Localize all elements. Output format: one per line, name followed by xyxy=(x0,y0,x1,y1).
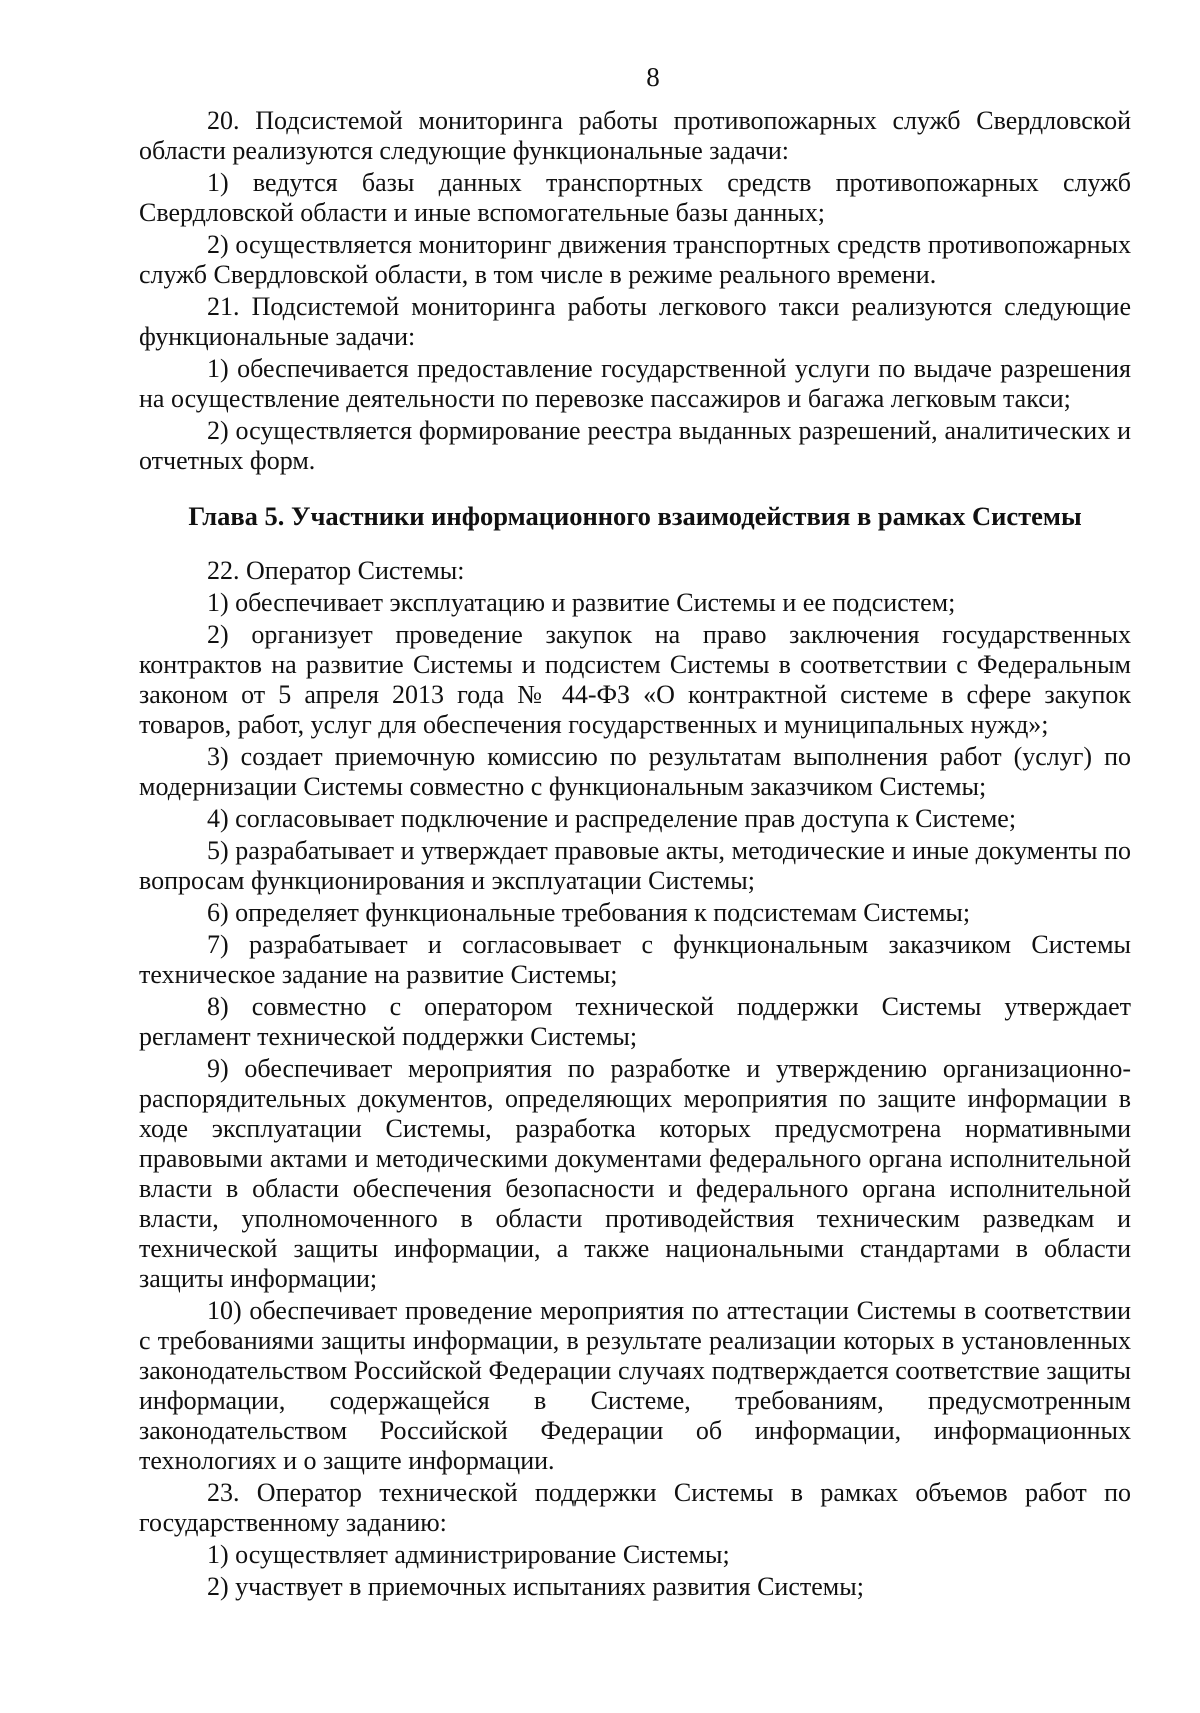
chapter-heading: Глава 5. Участники информационного взаимодействия в рамках Системы xyxy=(188,501,1082,531)
paragraph-22-item-4: 4) согласовывает подключение и распределение прав доступа к Системе; xyxy=(207,804,1017,833)
paragraph-22-item-10: 10) обеспечивает проведение мероприятия по аттестации Системы в соответствии с требованиями защиты информации, в результате реализации которых в установленных законодательством Российской Федерации случаях подтверждается соответствие защиты информации, содержащейся в Системе, требованиям, предусмотренным законодательством Российской Федерации об информации, информационных технологиях и о защите информации. xyxy=(139,1296,1131,1475)
section-before-heading xyxy=(139,106,1131,476)
paragraph-22-item-3: 3) создает приемочную комиссию по результатам выполнения работ (услуг) по модернизации Системы совместно с функциональным заказчиком Системы; xyxy=(139,742,1131,801)
section-after-heading xyxy=(139,556,1131,1602)
paragraph-20: 20. Подсистемой мониторинга работы противопожарных служб Свердловской области реализуются следующие функциональные задачи: xyxy=(139,106,1131,165)
paragraph-22-item-7: 7) разрабатывает и согласовывает с функциональным заказчиком Системы техническое задание на развитие Системы; xyxy=(139,930,1131,989)
document-page xyxy=(139,60,1131,1604)
paragraph-22-item-6: 6) определяет функциональные требования к подсистемам Системы; xyxy=(207,898,971,927)
paragraph-23-item-2: 2) участвует в приемочных испытаниях развития Системы; xyxy=(207,1572,864,1601)
paragraph-21-item-1: 1) обеспечивается предоставление государственной услуги по выдаче разрешения на осуществление деятельности по перевозке пассажиров и багажа легковым такси; xyxy=(139,354,1131,413)
page-number: 8 xyxy=(646,62,660,92)
paragraph-23: 23. Оператор технической поддержки Системы в рамках объемов работ по государственному заданию: xyxy=(139,1478,1131,1537)
paragraph-22-item-5: 5) разрабатывает и утверждает правовые акты, методические и иные документы по вопросам функционирования и эксплуатации Системы; xyxy=(139,836,1131,895)
paragraph-22-item-9: 9) обеспечивает мероприятия по разработке и утверждению организационно-распорядительных документов, определяющих мероприятия по защите информации в ходе эксплуатации Системы, разработка которых предусмотрена нормативными правовыми актами и методическими документами федерального органа исполнительной власти в области обеспечения безопасности и федерального органа исполнительной власти, уполномоченного в области противодействия техническим разведкам и технической защиты информации, а также национальными стандартами в области защиты информации; xyxy=(139,1054,1131,1293)
paragraph-22: 22. Оператор Системы: xyxy=(207,556,465,585)
paragraph-22-item-8: 8) совместно с оператором технической поддержки Системы утверждает регламент технической поддержки Системы; xyxy=(139,992,1131,1051)
paragraph-20-item-1: 1) ведутся базы данных транспортных средств противопожарных служб Свердловской области и иные вспомогательные базы данных; xyxy=(139,168,1131,227)
paragraph-21: 21. Подсистемой мониторинга работы легкового такси реализуются следующие функциональные задачи: xyxy=(139,292,1131,351)
paragraph-20-item-2: 2) осуществляется мониторинг движения транспортных средств противопожарных служб Свердловской области, в том числе в режиме реального времени. xyxy=(139,230,1131,289)
paragraph-23-item-1: 1) осуществляет администрирование Системы; xyxy=(207,1540,730,1569)
paragraph-22-item-2: 2) организует проведение закупок на право заключения государственных контрактов на развитие Системы и подсистем Системы в соответствии с Федеральным законом от 5 апреля 2013 года № 44-ФЗ «О контрактной системе в сфере закупок товаров, работ, услуг для обеспечения государственных и муниципальных нужд»; xyxy=(139,620,1131,739)
paragraph-21-item-2: 2) осуществляется формирование реестра выданных разрешений, аналитических и отчетных форм. xyxy=(139,416,1131,475)
paragraph-22-item-1: 1) обеспечивает эксплуатацию и развитие Системы и ее подсистем; xyxy=(207,588,956,617)
